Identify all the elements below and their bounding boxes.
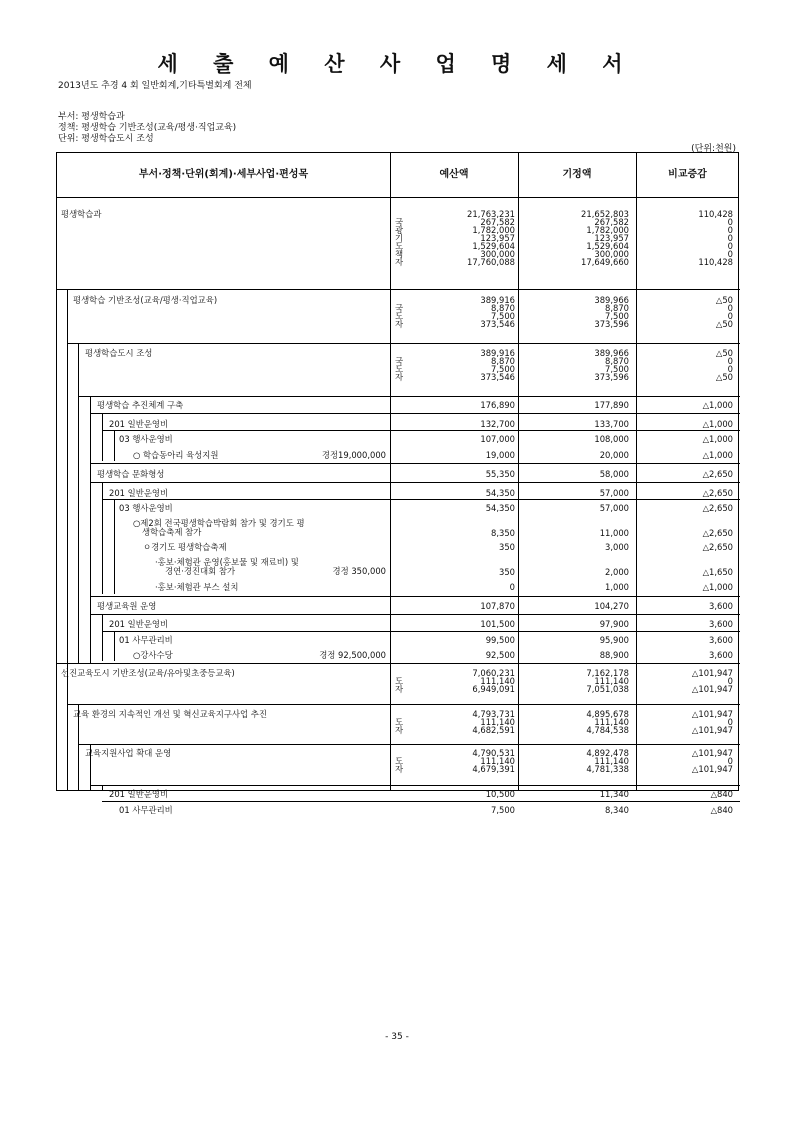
indent-line bbox=[102, 785, 103, 790]
budget-amount: 389,916 bbox=[480, 295, 515, 306]
difference-amount: 0 bbox=[727, 216, 733, 227]
budget-amount: 55,350 bbox=[485, 469, 515, 480]
budget-item-label: 201 일반운영비 bbox=[109, 488, 169, 499]
row-divider bbox=[90, 413, 740, 414]
budget-amount: 92,500 bbox=[485, 649, 515, 660]
previous-amount: 373,596 bbox=[594, 319, 629, 330]
difference-amount: 0 bbox=[727, 224, 733, 235]
difference-amount: △101,947 bbox=[691, 748, 733, 759]
budget-amount: 54,350 bbox=[485, 488, 515, 499]
previous-amount: 123,957 bbox=[594, 232, 629, 243]
budget-amount: 19,000 bbox=[485, 449, 515, 460]
difference-amount: 0 bbox=[727, 232, 733, 243]
indent-line bbox=[114, 499, 115, 594]
previous-amount: 373,596 bbox=[594, 372, 629, 383]
page-number: - 35 - bbox=[385, 1032, 409, 1042]
difference-amount: 0 bbox=[727, 364, 733, 375]
fund-source: 국 bbox=[395, 356, 404, 367]
difference-amount: 3,600 bbox=[709, 634, 733, 645]
fund-source: 도 bbox=[395, 364, 404, 375]
previous-amount: 88,900 bbox=[599, 649, 629, 660]
previous-amount: 4,892,478 bbox=[586, 748, 629, 759]
previous-amount: 8,340 bbox=[605, 804, 629, 815]
indent-line bbox=[114, 631, 115, 661]
project-label: 평생학습 문화형성 bbox=[97, 469, 165, 480]
difference-amount: △101,947 bbox=[691, 683, 733, 694]
budget-amount: 0 bbox=[509, 582, 515, 593]
detail-label: ㅇ경기도 평생학습축제 bbox=[143, 541, 227, 552]
difference-amount: △101,947 bbox=[691, 709, 733, 720]
budget-amount: 54,350 bbox=[485, 503, 515, 514]
budget-subitem-label: 01 사무관리비 bbox=[119, 804, 173, 815]
budget-amount: 4,682,591 bbox=[472, 725, 515, 736]
budget-table bbox=[56, 152, 739, 815]
difference-amount: △1,000 bbox=[702, 400, 733, 411]
fund-source: 자 bbox=[395, 725, 404, 736]
detail-label: 생학습축제 참가 bbox=[142, 526, 202, 537]
previous-amount: 11,340 bbox=[599, 788, 629, 799]
subtitle: 2013년도 추경 4 회 일반회계,기타특별회계 전체 bbox=[58, 81, 252, 91]
difference-amount: 110,428 bbox=[698, 256, 733, 267]
fund-source: 자 bbox=[395, 683, 404, 694]
previous-amount: 21,652,803 bbox=[581, 208, 629, 219]
fund-source: 국 bbox=[395, 303, 404, 314]
budget-amount: 107,870 bbox=[480, 601, 515, 612]
row-divider bbox=[78, 396, 740, 397]
difference-amount: 0 bbox=[727, 311, 733, 322]
previous-amount: 4,784,538 bbox=[586, 725, 629, 736]
budget-amount: 4,790,531 bbox=[472, 748, 515, 759]
previous-amount: 4,895,678 bbox=[586, 709, 629, 720]
fund-source: 도 bbox=[395, 717, 404, 728]
difference-amount: 110,428 bbox=[698, 208, 733, 219]
unit-label: 교육 환경의 지속적인 개선 및 혁신교육지구사업 추진 bbox=[73, 709, 267, 720]
budget-amount: 6,949,091 bbox=[472, 683, 515, 694]
budget-item-label: 201 일반운영비 bbox=[109, 788, 169, 799]
fund-source: 자 bbox=[395, 372, 404, 383]
difference-amount: 0 bbox=[727, 675, 733, 686]
difference-amount: △50 bbox=[715, 319, 733, 330]
indent-line bbox=[102, 614, 103, 661]
detail-label: ○강사수당 bbox=[133, 649, 173, 660]
budget-amount: 101,500 bbox=[480, 618, 515, 629]
difference-amount: 3,600 bbox=[709, 649, 733, 660]
difference-amount: △1,650 bbox=[702, 567, 733, 578]
detail-label: ○ 학습동아리 육성지원 bbox=[133, 449, 219, 460]
difference-amount: △101,947 bbox=[691, 725, 733, 736]
unit-label: 평생학습도시 조성 bbox=[85, 348, 153, 359]
previous-amount: 97,900 bbox=[599, 618, 629, 629]
fund-source: 자 bbox=[395, 319, 404, 330]
budget-amount: 10,500 bbox=[485, 788, 515, 799]
detail-label: ·홍보·체험관 운영(홍보물 및 재료비) 및 bbox=[155, 557, 299, 567]
previous-amount: 111,140 bbox=[594, 717, 629, 728]
difference-amount: △1,000 bbox=[702, 419, 733, 430]
row-divider bbox=[102, 430, 740, 431]
difference-amount: 3,600 bbox=[709, 601, 733, 612]
difference-amount: 0 bbox=[727, 303, 733, 314]
budget-amount: 7,500 bbox=[491, 311, 515, 322]
indent-line bbox=[78, 343, 79, 664]
difference-amount: △1,000 bbox=[702, 434, 733, 445]
row-divider bbox=[90, 463, 740, 464]
previous-amount: 17,649,660 bbox=[581, 256, 629, 267]
previous-amount: 133,700 bbox=[594, 419, 629, 430]
previous-amount: 1,529,604 bbox=[586, 240, 629, 251]
budget-amount: 267,582 bbox=[480, 216, 515, 227]
budget-amount: 132,700 bbox=[480, 419, 515, 430]
row-divider bbox=[78, 744, 740, 745]
indent-line bbox=[114, 430, 115, 461]
difference-amount: △1,000 bbox=[702, 582, 733, 593]
previous-amount: 95,900 bbox=[599, 634, 629, 645]
budget-subitem-label: 03 행사운영비 bbox=[119, 503, 173, 514]
budget-amount: 111,140 bbox=[480, 756, 515, 767]
row-divider bbox=[57, 663, 740, 664]
difference-amount: 0 bbox=[727, 717, 733, 728]
budget-amount: 4,679,391 bbox=[472, 764, 515, 775]
previous-amount: 8,870 bbox=[605, 356, 629, 367]
difference-amount: △2,650 bbox=[702, 503, 733, 514]
indent-line bbox=[67, 663, 68, 790]
budget-amount: 389,916 bbox=[480, 348, 515, 359]
header-category: 부서·정책·단위(회계)·세부사업·편성목 bbox=[138, 169, 309, 180]
budget-amount: 21,763,231 bbox=[467, 208, 515, 219]
meta-dept: 부서: 평생학습과 bbox=[58, 112, 125, 122]
budget-amount: 7,060,231 bbox=[472, 667, 515, 678]
previous-amount: 108,000 bbox=[594, 434, 629, 445]
budget-amount: 8,350 bbox=[491, 528, 515, 538]
previous-amount: 177,890 bbox=[594, 400, 629, 411]
budget-item-label: 201 일반운영비 bbox=[109, 419, 169, 430]
previous-amount: 57,000 bbox=[599, 488, 629, 499]
budget-amount: 8,870 bbox=[491, 356, 515, 367]
meta-policy: 정책: 평생학습 기반조성(교육/평생·직업교육) bbox=[58, 123, 237, 133]
detail-label: 경연·경진대회 참가 bbox=[165, 565, 236, 576]
budget-amount: 350 bbox=[499, 567, 515, 578]
fund-source: 도 bbox=[395, 675, 404, 686]
row-divider bbox=[102, 801, 740, 802]
row-divider bbox=[90, 482, 740, 483]
policy-label: 선진교육도시 기반조성(교육/유아및초중등교육) bbox=[61, 667, 235, 678]
budget-subitem-label: 03 행사운영비 bbox=[119, 434, 173, 445]
previous-amount: 7,051,038 bbox=[586, 683, 629, 694]
budget-amount: 350 bbox=[499, 541, 515, 552]
budget-amount: 373,546 bbox=[480, 319, 515, 330]
project-label: 평생교육원 운영 bbox=[97, 601, 157, 612]
difference-amount: △101,947 bbox=[691, 764, 733, 775]
fund-source: 광 bbox=[395, 224, 404, 235]
fund-source: 도 bbox=[395, 240, 404, 251]
dept-label: 평생학습과 bbox=[61, 208, 102, 219]
policy-label: 평생학습 기반조성(교육/평생·직업교육) bbox=[73, 295, 218, 306]
previous-amount: 3,000 bbox=[605, 541, 629, 552]
previous-amount: 20,000 bbox=[599, 449, 629, 460]
detail-note: 경정 350,000 bbox=[332, 565, 386, 576]
previous-amount: 389,966 bbox=[594, 348, 629, 359]
previous-amount: 389,966 bbox=[594, 295, 629, 306]
previous-amount: 1,000 bbox=[605, 582, 629, 593]
detail-note: 경정19,000,000 bbox=[321, 449, 386, 460]
budget-amount: 7,500 bbox=[491, 804, 515, 815]
indent-line bbox=[102, 413, 103, 461]
difference-amount: △2,650 bbox=[702, 488, 733, 499]
budget-item-label: 201 일반운영비 bbox=[109, 618, 169, 629]
previous-amount: 104,270 bbox=[594, 601, 629, 612]
budget-amount: 123,957 bbox=[480, 232, 515, 243]
budget-amount: 111,140 bbox=[480, 675, 515, 686]
row-divider bbox=[102, 499, 740, 500]
previous-amount: 7,500 bbox=[605, 311, 629, 322]
meta-unit: 단위: 평생학습도시 조성 bbox=[58, 134, 154, 144]
difference-amount: △50 bbox=[715, 372, 733, 383]
budget-amount: 1,782,000 bbox=[472, 224, 515, 235]
detail-label: ·홍보·체험관 부스 설치 bbox=[155, 582, 239, 593]
difference-amount: △50 bbox=[715, 348, 733, 359]
previous-amount: 267,582 bbox=[594, 216, 629, 227]
row-divider bbox=[90, 785, 740, 786]
header-difference: 비교증감 bbox=[668, 169, 707, 180]
difference-amount: 0 bbox=[727, 756, 733, 767]
row-divider bbox=[57, 289, 740, 290]
project-label: 교육지원사업 확대 운영 bbox=[85, 748, 172, 759]
fund-source: 책 bbox=[395, 248, 404, 259]
budget-amount: 111,140 bbox=[480, 717, 515, 728]
fund-source: 자 bbox=[395, 256, 404, 267]
previous-amount: 1,782,000 bbox=[586, 224, 629, 235]
difference-amount: △2,650 bbox=[702, 528, 733, 538]
previous-amount: 4,781,338 bbox=[586, 764, 629, 775]
previous-amount: 7,162,178 bbox=[586, 667, 629, 678]
difference-amount: 0 bbox=[727, 240, 733, 251]
header-budget: 예산액 bbox=[439, 169, 469, 180]
col-divider bbox=[636, 153, 637, 790]
fund-source: 도 bbox=[395, 311, 404, 322]
difference-amount: △1,000 bbox=[702, 449, 733, 460]
budget-amount: 1,529,604 bbox=[472, 240, 515, 251]
previous-amount: 111,140 bbox=[594, 756, 629, 767]
difference-amount: 0 bbox=[727, 356, 733, 367]
difference-amount: △840 bbox=[710, 788, 733, 799]
difference-amount: 3,600 bbox=[709, 618, 733, 629]
previous-amount: 7,500 bbox=[605, 364, 629, 375]
col-divider bbox=[518, 153, 519, 790]
row-divider bbox=[67, 704, 740, 705]
indent-line bbox=[90, 744, 91, 790]
budget-amount: 4,793,731 bbox=[472, 709, 515, 720]
difference-amount: △2,650 bbox=[702, 469, 733, 480]
budget-amount: 17,760,088 bbox=[467, 256, 515, 267]
difference-amount: △101,947 bbox=[691, 667, 733, 678]
previous-amount: 8,870 bbox=[605, 303, 629, 314]
difference-amount: △2,650 bbox=[702, 541, 733, 552]
fund-source: 도 bbox=[395, 756, 404, 767]
budget-amount: 8,870 bbox=[491, 303, 515, 314]
indent-line bbox=[90, 396, 91, 664]
budget-amount: 373,546 bbox=[480, 372, 515, 383]
budget-amount: 300,000 bbox=[480, 248, 515, 259]
previous-amount: 300,000 bbox=[594, 248, 629, 259]
indent-line bbox=[67, 289, 68, 664]
page-title: 세 출 예 산 사 업 명 세 서 bbox=[157, 52, 637, 76]
fund-source: 기 bbox=[395, 232, 404, 243]
row-divider bbox=[102, 631, 740, 632]
budget-subitem-label: 01 사무관리비 bbox=[119, 634, 173, 645]
budget-amount: 7,500 bbox=[491, 364, 515, 375]
budget-amount: 176,890 bbox=[480, 400, 515, 411]
previous-amount: 11,000 bbox=[599, 528, 629, 538]
col-divider bbox=[390, 153, 391, 790]
fund-source: 자 bbox=[395, 764, 404, 775]
previous-amount: 111,140 bbox=[594, 675, 629, 686]
previous-amount: 2,000 bbox=[605, 567, 629, 578]
header-previous: 기정액 bbox=[562, 169, 592, 180]
difference-amount: △840 bbox=[710, 804, 733, 815]
currency-unit: (단위:천원) bbox=[691, 144, 736, 154]
difference-amount: 0 bbox=[727, 248, 733, 259]
budget-amount: 99,500 bbox=[485, 634, 515, 645]
row-divider bbox=[67, 343, 740, 344]
detail-note: 경정 92,500,000 bbox=[319, 649, 386, 660]
previous-amount: 58,000 bbox=[599, 469, 629, 480]
fund-source: 국 bbox=[395, 216, 404, 227]
row-divider bbox=[90, 596, 740, 597]
row-divider bbox=[90, 614, 740, 615]
detail-label: ○제2회 전국평생학습박람회 참가 및 경기도 평 bbox=[133, 517, 305, 528]
previous-amount: 57,000 bbox=[599, 503, 629, 514]
difference-amount: △50 bbox=[715, 295, 733, 306]
budget-amount: 107,000 bbox=[480, 434, 515, 445]
project-label: 평생학습 추진체계 구축 bbox=[97, 400, 184, 411]
indent-line bbox=[78, 704, 79, 790]
